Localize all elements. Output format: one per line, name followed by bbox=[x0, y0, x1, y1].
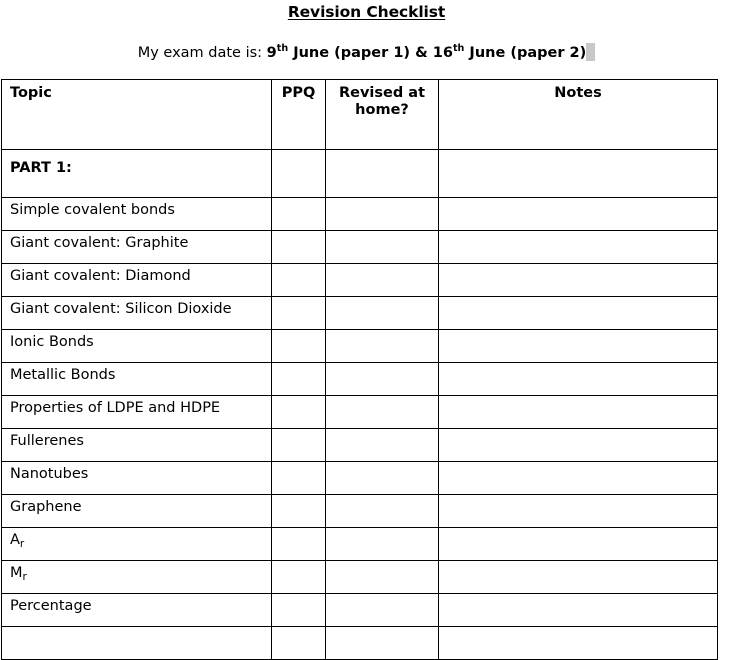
table-row bbox=[2, 198, 718, 231]
topic-symbol: M bbox=[10, 565, 23, 581]
ppq-cell[interactable] bbox=[272, 150, 326, 198]
revised-cell[interactable] bbox=[326, 363, 439, 396]
paper2-ordinal: th bbox=[452, 43, 465, 55]
exam-date-value bbox=[267, 45, 587, 61]
table-row bbox=[2, 627, 718, 660]
ppq-cell[interactable] bbox=[272, 528, 326, 561]
topic-cell[interactable]: Giant covalent: Diamond bbox=[2, 264, 272, 297]
table-header bbox=[2, 80, 718, 150]
topic-cell[interactable]: Properties of LDPE and HDPE bbox=[2, 396, 272, 429]
paper2-rest: June (paper 2) bbox=[464, 45, 587, 61]
notes-cell[interactable] bbox=[439, 627, 718, 660]
notes-cell[interactable] bbox=[439, 495, 718, 528]
notes-cell[interactable] bbox=[439, 363, 718, 396]
topic-cell[interactable] bbox=[2, 561, 272, 594]
ppq-cell[interactable] bbox=[272, 297, 326, 330]
topic-cell[interactable]: Nanotubes bbox=[2, 462, 272, 495]
table-row bbox=[2, 561, 718, 594]
notes-cell[interactable] bbox=[439, 462, 718, 495]
revised-cell[interactable] bbox=[326, 330, 439, 363]
ppq-cell[interactable] bbox=[272, 627, 326, 660]
ppq-cell[interactable] bbox=[272, 363, 326, 396]
paper1-day: 9 bbox=[266, 45, 277, 61]
topic-symbol: A bbox=[10, 532, 20, 548]
topic-cell[interactable]: Graphene bbox=[2, 495, 272, 528]
topic-cell[interactable]: Fullerenes bbox=[2, 429, 272, 462]
notes-cell[interactable] bbox=[439, 297, 718, 330]
ppq-cell[interactable] bbox=[272, 396, 326, 429]
notes-cell[interactable] bbox=[439, 330, 718, 363]
column-header-notes: Notes bbox=[439, 80, 718, 150]
topic-cell[interactable]: Simple covalent bonds bbox=[2, 198, 272, 231]
topic-cell[interactable] bbox=[2, 627, 272, 660]
notes-cell[interactable] bbox=[439, 561, 718, 594]
notes-cell[interactable] bbox=[439, 429, 718, 462]
revised-cell[interactable] bbox=[326, 297, 439, 330]
revised-cell[interactable] bbox=[326, 462, 439, 495]
topic-subscript: r bbox=[22, 570, 27, 583]
topic-cell[interactable]: Metallic Bonds bbox=[2, 363, 272, 396]
revised-cell[interactable] bbox=[326, 150, 439, 198]
ppq-cell[interactable] bbox=[272, 561, 326, 594]
topic-cell[interactable]: Ionic Bonds bbox=[2, 330, 272, 363]
page-title bbox=[0, 3, 733, 21]
notes-cell[interactable] bbox=[439, 231, 718, 264]
topic-cell[interactable]: Giant covalent: Graphite bbox=[2, 231, 272, 264]
revised-cell[interactable] bbox=[326, 561, 439, 594]
column-header-revised-at-home: Revised at home? bbox=[326, 80, 439, 150]
paper2-day: 16 bbox=[432, 45, 453, 61]
notes-cell[interactable] bbox=[439, 264, 718, 297]
exam-date-label: My exam date is: bbox=[137, 45, 263, 61]
table-row bbox=[2, 495, 718, 528]
revised-cell[interactable] bbox=[326, 495, 439, 528]
notes-cell[interactable] bbox=[439, 528, 718, 561]
revised-cell[interactable] bbox=[326, 264, 439, 297]
ppq-cell[interactable] bbox=[272, 231, 326, 264]
table-row bbox=[2, 396, 718, 429]
section-label-cell[interactable]: PART 1: bbox=[2, 150, 272, 198]
table-header-row bbox=[2, 80, 718, 150]
revised-cell[interactable] bbox=[326, 528, 439, 561]
revised-cell[interactable] bbox=[326, 594, 439, 627]
revised-cell[interactable] bbox=[326, 198, 439, 231]
table-row bbox=[2, 594, 718, 627]
table-row bbox=[2, 264, 718, 297]
revised-cell[interactable] bbox=[326, 627, 439, 660]
ppq-cell[interactable] bbox=[272, 198, 326, 231]
table-row bbox=[2, 330, 718, 363]
ppq-cell[interactable] bbox=[272, 330, 326, 363]
notes-cell[interactable] bbox=[439, 150, 718, 198]
exam-date-line[interactable] bbox=[0, 43, 733, 61]
table-row bbox=[2, 528, 718, 561]
column-header-topic: Topic bbox=[2, 80, 272, 150]
table-body bbox=[2, 150, 718, 660]
paper1-ordinal: th bbox=[276, 43, 289, 55]
revision-checklist-table bbox=[1, 79, 718, 660]
topic-cell[interactable] bbox=[2, 528, 272, 561]
notes-cell[interactable] bbox=[439, 396, 718, 429]
topic-cell[interactable]: Giant covalent: Silicon Dioxide bbox=[2, 297, 272, 330]
ppq-cell[interactable] bbox=[272, 594, 326, 627]
topic-cell[interactable]: Percentage bbox=[2, 594, 272, 627]
column-header-ppq: PPQ bbox=[272, 80, 326, 150]
ppq-cell[interactable] bbox=[272, 429, 326, 462]
table-row bbox=[2, 429, 718, 462]
page-title-text: Revision Checklist bbox=[287, 3, 446, 21]
topic-subscript: r bbox=[19, 537, 25, 550]
table-row bbox=[2, 363, 718, 396]
table-row bbox=[2, 231, 718, 264]
notes-cell[interactable] bbox=[439, 594, 718, 627]
notes-cell[interactable] bbox=[439, 198, 718, 231]
text-selection-highlight[interactable] bbox=[586, 43, 595, 61]
table-section-row bbox=[2, 150, 718, 198]
revised-cell[interactable] bbox=[326, 429, 439, 462]
ppq-cell[interactable] bbox=[272, 462, 326, 495]
revised-cell[interactable] bbox=[326, 396, 439, 429]
ppq-cell[interactable] bbox=[272, 264, 326, 297]
revised-cell[interactable] bbox=[326, 231, 439, 264]
table-row bbox=[2, 297, 718, 330]
table-row bbox=[2, 462, 718, 495]
ppq-cell[interactable] bbox=[272, 495, 326, 528]
paper1-rest: June (paper 1) & bbox=[288, 45, 433, 61]
